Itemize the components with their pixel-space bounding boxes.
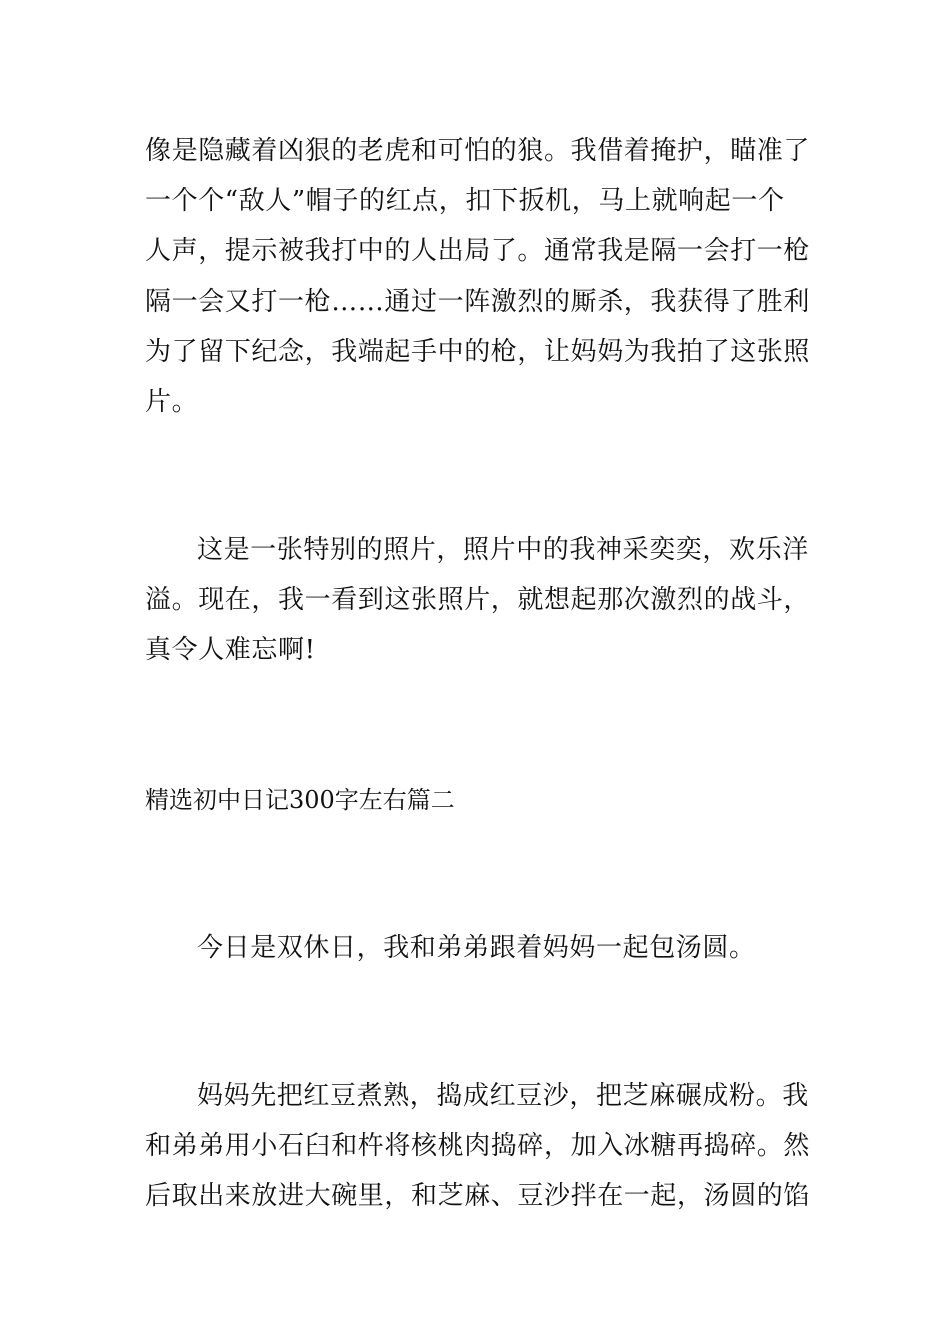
- text-line: 妈妈先把红豆煮熟，捣成红豆沙，把芝麻碾成粉。我: [197, 1081, 809, 1111]
- text-line: 隔一会又打一枪……通过一阵激烈的厮杀，我获得了胜利: [145, 287, 811, 317]
- text-line: 为了留下纪念，我端起手中的枪，让妈妈为我拍了这张照: [145, 337, 811, 367]
- text-line: 这是一张特别的照片，照片中的我神采奕奕，欢乐洋: [197, 535, 809, 565]
- section-heading: 精选初中日记300字左右篇二: [145, 786, 455, 814]
- text-line: 一个个“敌人”帽子的红点，扣下扳机，马上就响起一个: [145, 186, 785, 216]
- text-line: 和弟弟用小石臼和杵将核桃肉捣碎，加入冰糖再捣碎。然: [145, 1131, 811, 1161]
- text-line: 今日是双休日，我和弟弟跟着妈妈一起包汤圆。: [197, 933, 756, 963]
- text-line: 像是隐藏着凶狠的老虎和可怕的狼。我借着掩护，瞄准了: [145, 136, 811, 166]
- text-line: 人声，提示被我打中的人出局了。通常我是隔一会打一枪: [145, 236, 811, 266]
- text-line: 溢。现在，我一看到这张照片，就想起那次激烈的战斗，: [145, 585, 811, 615]
- text-line: 片。: [145, 387, 199, 417]
- text-line: 后取出来放进大碗里，和芝麻、豆沙拌在一起，汤圆的馅: [145, 1181, 811, 1211]
- text-line: 真令人难忘啊!: [145, 635, 316, 665]
